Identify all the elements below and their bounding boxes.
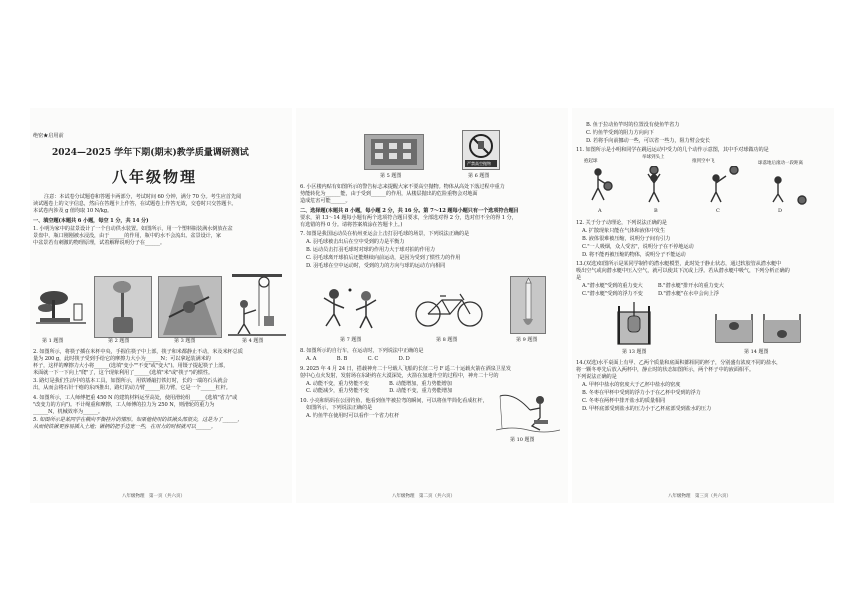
page-footer: 八年级物理 第二页（共六页） bbox=[392, 494, 455, 499]
question-line: 从而使铁锹更容易插入土地；锹柄的把手边宽一些，在用力的时候就可以______。 bbox=[33, 424, 216, 430]
question-line: 14.(双选)水平桌面上有甲、乙两个质量和底面积都相同的杯子，分别盛有浓度不同的盐水， bbox=[576, 360, 782, 366]
question-line: 1. 小明为家中的盆景设计了一个自动供水装置。如图所示，用一个塑料瓶装满水倒放在盆 bbox=[33, 226, 233, 232]
option-line: D. 甲杯底部受到盐水的压力小于乙杯底部受到盐水的压力 bbox=[582, 406, 712, 412]
ball-actions-figure bbox=[576, 166, 826, 206]
fishing-figure bbox=[496, 390, 560, 434]
exam-page-3 bbox=[572, 108, 834, 503]
option-line: C. 冬枣在两杯中排开盐水的质量相同 bbox=[582, 398, 666, 404]
rocket-photo bbox=[510, 276, 546, 334]
option-line: A. 甲杯中盐水的密度大于乙杯中盐水的密度 bbox=[582, 382, 681, 388]
question-line: 2. 如图所示，将筷子插在米杯中央，手握住筷子中上部，筷子和米都静止不动，米及米杯总质 bbox=[33, 349, 243, 355]
question-line: 8. 如图所示的自行车，在运动时，下列说法中正确的是 bbox=[300, 348, 424, 354]
figure-caption: 第 3 题图 bbox=[174, 338, 196, 344]
figure-label: 推到空中飞 bbox=[692, 159, 715, 164]
option-line: A. 羽毛球被击出后在空中受到的力是平衡力 bbox=[306, 239, 405, 245]
badminton-figure bbox=[316, 286, 386, 330]
section-heading: 有选错的得 0 分。请将答案填涂在答题卡上。) bbox=[300, 222, 403, 228]
question-line: 势能转化为______能，由于受到______的作用，从楼层抛出的危险重物会对地面 bbox=[300, 191, 478, 197]
figure-label: 举球到头上 bbox=[642, 155, 665, 160]
bonsai-figure bbox=[36, 286, 88, 332]
figure-caption: 第 8 题图 bbox=[436, 337, 458, 343]
exam-title: 2024—2025 学年下期(期末)教学质量调研测试 bbox=[52, 148, 249, 158]
sign-text: 严禁高空抛物 bbox=[467, 161, 491, 166]
notice-line: 本试卷内涉及 g 值均取 10 N/kg。 bbox=[33, 208, 113, 214]
figure-caption: 第 7 题图 bbox=[340, 337, 362, 343]
section-heading: 一、填空题(本题共 6 小题，每空 1 分，共 14 分) bbox=[33, 218, 149, 224]
question-line: 如图所示，下列说法正确的是 bbox=[306, 405, 373, 411]
option-line: A. 扩散现象只能在气体和液体中发生 bbox=[582, 228, 666, 234]
question-line: 9. 2025 年 4 月 24 日，搭载神舟二十号载人飞船的长征二号 F 遥二十运载火箭在酒泉卫星发 bbox=[300, 366, 511, 372]
submarine-model-figure bbox=[612, 302, 656, 346]
subject-title: 八年级物理 bbox=[112, 168, 198, 186]
figure-caption: 第 1 题图 bbox=[42, 338, 64, 344]
question-line: ______N，机械效率为______。 bbox=[33, 409, 103, 415]
question-line: 13.(双选)如图所示是某同学制作的潜水艇模型，此时处于静止状态，通过软胶管从潜水艇中 bbox=[576, 261, 782, 267]
option-line: A. 钓鱼竿在使用时可以看作一个省力杠杆 bbox=[306, 413, 400, 419]
figure-caption: 第 5 题图 bbox=[380, 173, 402, 179]
option-line: D. 若将手向前挪动一些，可以省一些力，阻力臂会变长 bbox=[586, 138, 710, 144]
option-line: C. 羽毛球离开球拍后还能继续向前运动，是因为受到了惯性力的作用 bbox=[306, 255, 461, 261]
notice-line: 读试题卷上的文字信息，然后在答题卡上作答，在试题卷上作答无效，交卷时只交答题卡。 bbox=[33, 201, 237, 207]
exam-page-2 bbox=[296, 108, 568, 503]
building-photo bbox=[364, 134, 424, 170]
option-line: B. 液体很难被压缩，说明分子间有引力 bbox=[582, 236, 671, 242]
option-line: C. 动能减少，重力势能不变 D. 动能不变，重力势能增加 bbox=[306, 388, 453, 394]
question-line: 11. 如图所示是小明和同学在跳远运动中受力的几个动作示意图，其中手对球做功的是 bbox=[576, 147, 769, 153]
question-line: 米面就一下一下向上"爬"了，这个现象利用了______(选填"米"或"筷子")的惯性。 bbox=[33, 370, 214, 376]
option-letter: C bbox=[716, 208, 720, 214]
figure-label: 球落地后滚动一段距离 bbox=[758, 161, 803, 166]
figure-caption: 第 6 题图 bbox=[468, 173, 490, 179]
question-line: 杯子，这样的摩擦力大小将______(选填"变小""不变"或"变大")。用镊子提起筷子上部， bbox=[33, 363, 229, 369]
section-heading: 二、选择题(本题共 8 小题，每小题 2 分，共 16 分。第 7～12 题每小题只有一个选项符合题目 bbox=[300, 208, 519, 214]
option-line: C."一人吸烟，众人受害"，说明分子在不停地运动 bbox=[582, 244, 694, 250]
figure-caption: 第 4 题图 bbox=[242, 338, 264, 344]
option-line: A. 动能不变，重力势能不变 B. 动能增加，重力势能增加 bbox=[306, 381, 452, 387]
figure-caption: 第 10 题图 bbox=[510, 437, 535, 443]
question-line: 5. 如图所示是某同学在横向平衡挂片的情形。如果他使用的铁锹头部很尖，这是为了______， bbox=[33, 417, 243, 423]
notice-line: 注意：本试卷分试题卷和答题卡两部分，考试时间 60 分钟，满分 70 分。考生应首先阅 bbox=[44, 194, 242, 200]
option-letter: D bbox=[778, 208, 783, 214]
option-line: A."潜水艇"受到的重力变大 B."潜水艇"排开水的重力变大 bbox=[582, 283, 724, 289]
question-line: "改变力的方向")。不计绳重和摩擦，工人师傅的拉力为 250 N，则滑轮的重力为 bbox=[33, 402, 215, 408]
question-line: 10. 小亮和妈妈在公园钓鱼，他看到鱼竿被拉弯的瞬间，可以将鱼竿简化看成杠杆， bbox=[300, 398, 488, 404]
question-line: 下列说法正确的是 bbox=[576, 374, 617, 380]
option-line: A. A B. B C. C D. D bbox=[306, 356, 410, 362]
option-line: D. 羽毛球在空中运动时，受到的力的方向与球的运动方向相同 bbox=[306, 263, 446, 269]
question-line: 吸出空气或向潜水艇中压入空气，就可以使其下沉或上浮。若从潜水艇中吸气，下列分析正确的 bbox=[576, 268, 790, 274]
option-line: B. 冬枣在甲杯中受到的浮力小于在乙杯中受到的浮力 bbox=[582, 390, 701, 396]
question-line: 12. 关于分子动理论，下列说法正确的是 bbox=[576, 220, 667, 226]
option-line: D. 将不能再被压缩的物体，说明分子不能运动 bbox=[582, 252, 686, 258]
figure-caption: 第 14 题图 bbox=[744, 349, 769, 355]
option-letter: B bbox=[654, 208, 658, 214]
option-letter: A bbox=[598, 208, 602, 214]
page-footer: 八年级物理 第三页（共六页） bbox=[668, 494, 731, 499]
question-line: 将一颗冬枣先后放入两杯中，静止时的状态如图所示，两个杯子中的液面相平。 bbox=[576, 367, 755, 373]
option-line: B. 鱼于拉动鱼竿时的位置没有使鱼竿省力 bbox=[586, 122, 680, 128]
no-throwing-sign bbox=[462, 130, 500, 170]
option-line: B. 运动员击打羽毛球时对球的作用力大于球对拍的作用力 bbox=[306, 247, 435, 253]
secret-label: 绝密★启用前 bbox=[33, 133, 64, 139]
question-line: 7. 如图是我国运动员在杭州亚运会上击打羽毛球的场景，下列说法正确的是 bbox=[300, 231, 470, 237]
question-line: 是 bbox=[576, 275, 582, 281]
question-line: 3. 路灯是我们生活中的基本工具，如图所示，用铁锤敲打铁钉时，长的一端的石头就会 bbox=[33, 378, 228, 384]
bicycle-figure bbox=[414, 292, 484, 328]
pulley-worker-figure bbox=[228, 270, 288, 338]
figure-caption: 第 9 题图 bbox=[516, 337, 538, 343]
figure-caption: 第 13 题图 bbox=[622, 349, 647, 355]
question-line: 6. 小区楼内贴有如图所示的警告标志来提醒大家不要高空抛物。物体从高处下落过程中重力 bbox=[300, 184, 505, 190]
question-line: 量为 200 g，此时筷子受到手给它的摩擦力大小为______N；可以拿起装满米的 bbox=[33, 356, 211, 362]
lamp-lever-photo bbox=[158, 276, 222, 338]
section-heading: 要求，第 13～14 题每小题有两个选项符合题目要求，全部选对得 2 分，选对但不全的得 1 分， bbox=[300, 215, 517, 221]
exam-page-1 bbox=[30, 108, 292, 503]
question-line: 出，从而会将石针干瘪的东西推出，路灯的动力臂______阻力臂，它是一个______杠杆。 bbox=[33, 385, 231, 391]
question-line: 射中心点火发射，发射场在东距约在大漠深处，火箭在加速升空的过程中，神舟二十号的 bbox=[300, 373, 499, 379]
page-footer: 八年级物理 第一页（共六页） bbox=[122, 494, 185, 499]
chopsticks-photo bbox=[94, 276, 152, 338]
question-line: 4. 如图所示，工人师傅把重 450 N 的建筑材料运至高处，使用滑轮组______(选填"省力"或 bbox=[33, 395, 238, 401]
question-line: 景盘中，瓶口刚刚被水浸没，由于______的作用，瓶中的水不会流出。盆景设计，家 bbox=[33, 233, 221, 239]
figure-caption: 第 2 题图 bbox=[108, 338, 130, 344]
question-line: 造成危害可能______。 bbox=[300, 198, 351, 204]
question-line: 中盆景若有刺激的物理原理，试着解释说明分子在______。 bbox=[33, 240, 165, 246]
option-line: C."潜水艇"受到的浮力不变 D."潜水艇"在水中会向上浮 bbox=[582, 291, 719, 297]
option-line: C. 钓鱼竿受到的阻力方向向下 bbox=[586, 130, 654, 136]
figure-label: 抱起球 bbox=[584, 159, 598, 164]
salt-water-cups-figure bbox=[712, 308, 804, 346]
